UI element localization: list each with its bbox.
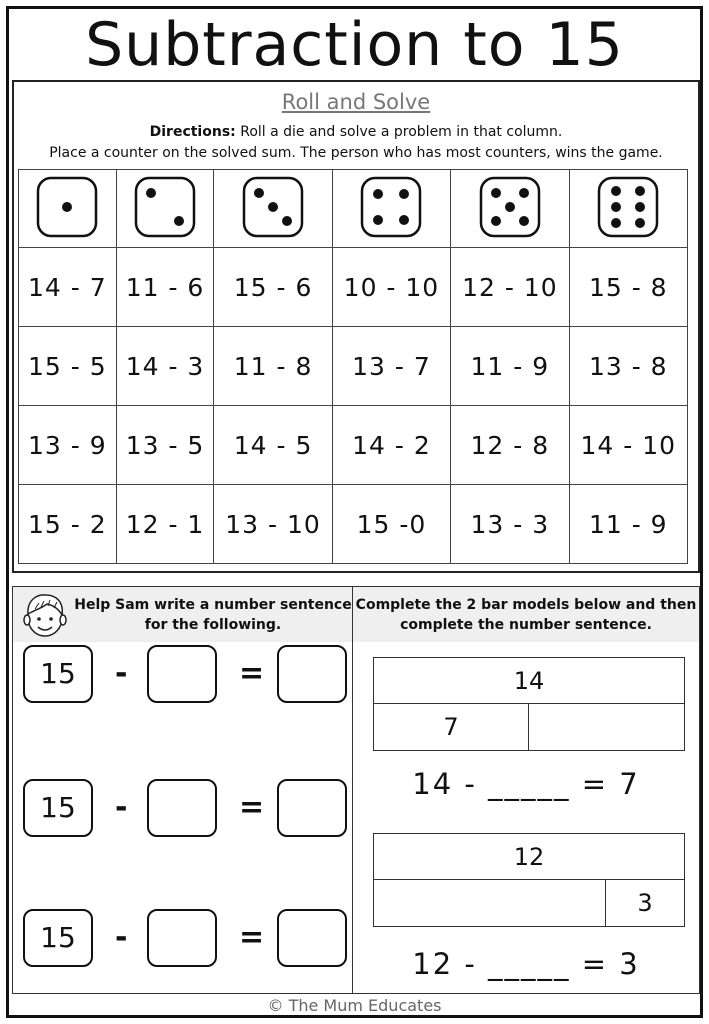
die-cell-4	[332, 170, 450, 248]
sum-row-3	[19, 406, 688, 485]
bar-whole: 12	[374, 834, 684, 880]
bar-model-2	[373, 833, 685, 927]
sum-cell[interactable]: 14 - 7	[19, 248, 117, 327]
boy-face-icon	[21, 590, 69, 640]
equals-sign: =	[239, 920, 265, 955]
sum-row-1	[19, 248, 688, 327]
sum-cell[interactable]: 14 - 2	[332, 406, 450, 485]
sum-cell[interactable]: 15 -0	[332, 485, 450, 564]
copyright-footer: © The Mum Educates	[267, 996, 442, 1015]
sum-cell[interactable]: 13 - 7	[332, 327, 450, 406]
sum-cell[interactable]: 11 - 9	[451, 327, 569, 406]
sum-cell[interactable]: 14 - 5	[214, 406, 332, 485]
number-sentence-2	[21, 779, 351, 839]
answer-box-difference[interactable]	[277, 909, 347, 967]
sum-cell[interactable]: 11 - 9	[569, 485, 687, 564]
sum-cell[interactable]: 10 - 10	[332, 248, 450, 327]
bar-models-line-1: Complete the 2 bar models below and then	[355, 597, 697, 613]
sum-cell[interactable]: 12 - 8	[451, 406, 569, 485]
directions-label: Directions:	[149, 124, 236, 140]
help-sam-instructions	[73, 595, 353, 635]
die-cell-3	[214, 170, 332, 248]
die-cell-5	[451, 170, 569, 248]
sum-cell[interactable]: 14 - 3	[116, 327, 214, 406]
bar-model-1	[373, 657, 685, 751]
bar-part-right: 3	[637, 889, 653, 917]
help-sam-panel	[12, 586, 353, 994]
bar-sentence-1[interactable]: 14 - _____ = 7	[412, 767, 640, 801]
sum-cell[interactable]: 15 - 8	[569, 248, 687, 327]
first-number-box: 15	[23, 909, 93, 967]
sum-cell[interactable]: 15 - 2	[19, 485, 117, 564]
die-cell-6	[569, 170, 687, 248]
sum-cell[interactable]: 13 - 8	[569, 327, 687, 406]
bar-models-instructions	[353, 595, 699, 635]
bar-sentence-2[interactable]: 12 - _____ = 3	[412, 947, 640, 981]
answer-box-difference[interactable]	[277, 779, 347, 837]
help-sam-header	[13, 587, 352, 642]
bar-models-panel	[353, 586, 700, 994]
equals-sign: =	[239, 790, 265, 825]
directions-line-1	[14, 122, 698, 143]
bar-part-left: 7	[374, 704, 529, 750]
die-three-icon	[242, 176, 304, 238]
answer-box-subtrahend[interactable]	[147, 645, 217, 703]
roll-and-solve-grid	[18, 169, 688, 564]
bar-whole: 14	[374, 658, 684, 704]
die-cell-1	[19, 170, 117, 248]
sum-cell[interactable]: 13 - 5	[116, 406, 214, 485]
minus-sign: -	[115, 920, 128, 955]
sum-cell[interactable]: 15 - 6	[214, 248, 332, 327]
help-sam-line-2: for the following.	[144, 617, 282, 633]
sum-cell[interactable]: 14 - 10	[569, 406, 687, 485]
answer-box-difference[interactable]	[277, 645, 347, 703]
sum-cell[interactable]: 12 - 1	[116, 485, 214, 564]
die-cell-2	[116, 170, 214, 248]
sum-row-4	[19, 485, 688, 564]
directions	[14, 122, 698, 164]
equals-sign: =	[239, 656, 265, 691]
directions-line-2: Place a counter on the solved sum. The person who has most counters, wins the game.	[49, 145, 663, 161]
first-number-box: 15	[23, 645, 93, 703]
die-header-row	[19, 170, 688, 248]
directions-text-1: Roll a die and solve a problem in that column.	[235, 124, 563, 140]
bar-models-line-2: complete the number sentence.	[400, 617, 652, 633]
sum-cell[interactable]: 12 - 10	[451, 248, 569, 327]
roll-and-solve-panel	[12, 80, 700, 573]
sum-row-2	[19, 327, 688, 406]
minus-sign: -	[115, 656, 128, 691]
die-one-icon	[36, 176, 98, 238]
help-sam-line-1: Help Sam write a number sentence	[74, 597, 352, 613]
bar-part-right-blank[interactable]	[529, 704, 684, 750]
die-six-icon	[597, 176, 659, 238]
game-title: Roll and Solve	[281, 90, 431, 114]
number-sentence-3	[21, 909, 351, 969]
bar-models-header	[353, 587, 699, 642]
sum-cell[interactable]: 13 - 3	[451, 485, 569, 564]
sum-cell[interactable]: 11 - 8	[214, 327, 332, 406]
number-sentence-1	[21, 645, 351, 705]
page-title: Subtraction to 15	[85, 10, 624, 80]
answer-box-subtrahend[interactable]	[147, 909, 217, 967]
minus-sign: -	[115, 790, 128, 825]
sum-cell[interactable]: 11 - 6	[116, 248, 214, 327]
die-five-icon	[479, 176, 541, 238]
die-two-icon	[134, 176, 196, 238]
first-number-box: 15	[23, 779, 93, 837]
bar-part-left-blank[interactable]	[374, 880, 606, 926]
die-four-icon	[360, 176, 422, 238]
sum-cell[interactable]: 13 - 9	[19, 406, 117, 485]
sum-cell[interactable]: 15 - 5	[19, 327, 117, 406]
sum-cell[interactable]: 13 - 10	[214, 485, 332, 564]
answer-box-subtrahend[interactable]	[147, 779, 217, 837]
